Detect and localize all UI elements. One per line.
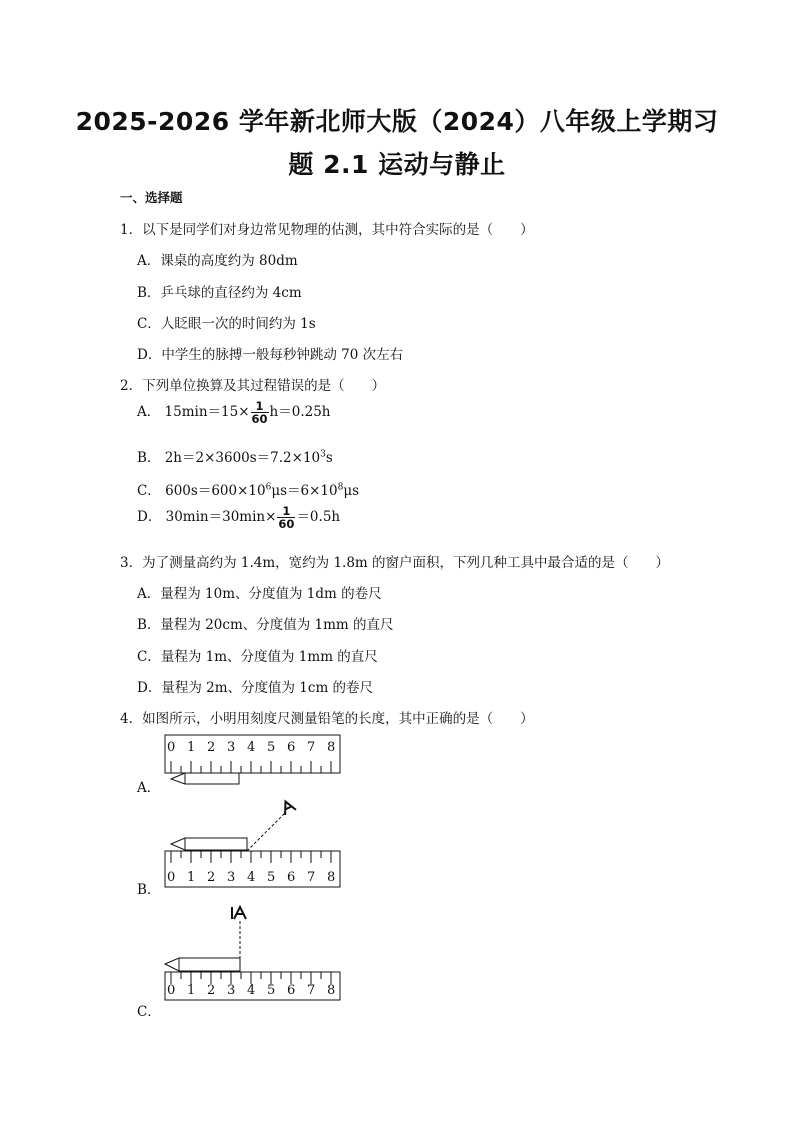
question-1-option-b: B．乒乓球的直径约为 4cm bbox=[137, 285, 302, 301]
figure-a-ruler-diagram bbox=[155, 732, 355, 792]
question-3-stem: 3．为了测量高约为 1.4m，宽约为 1.8m 的窗户面积，下列几种工具中最合适的是（ ） bbox=[120, 555, 670, 571]
question-1-option-a: A．课桌的高度约为 80dm bbox=[137, 253, 298, 269]
ruler bbox=[165, 972, 340, 1000]
ruler-number: 3 bbox=[227, 870, 236, 885]
fraction-numerator: 1 bbox=[251, 400, 269, 413]
ruler bbox=[165, 735, 340, 773]
question-2-option-d bbox=[137, 505, 340, 530]
question-2-option-a bbox=[137, 400, 331, 425]
ruler bbox=[165, 851, 340, 887]
pencil bbox=[165, 958, 240, 971]
sight-line bbox=[247, 813, 285, 851]
ruler-number: 2 bbox=[207, 870, 216, 885]
question-4-stem: 4．如图所示，小明用刻度尺测量铅笔的长度，其中正确的是（ ） bbox=[120, 711, 534, 727]
ruler-number: 1 bbox=[187, 740, 196, 755]
question-3-option-c: C．量程为 1m、分度值为 1mm 的直尺 bbox=[137, 649, 378, 665]
fraction bbox=[251, 400, 269, 425]
fraction-denominator: 60 bbox=[278, 517, 295, 531]
pencil bbox=[171, 838, 247, 850]
figure-c-ruler-diagram bbox=[155, 903, 355, 1003]
question-1-option-c: C．人眨眼一次的时间约为 1s bbox=[137, 316, 316, 332]
ruler-number: 4 bbox=[247, 983, 256, 998]
ruler-number: 7 bbox=[307, 983, 316, 998]
ruler-number: 5 bbox=[267, 870, 276, 885]
ruler-number: 2 bbox=[207, 740, 216, 755]
ruler-number: 1 bbox=[187, 870, 196, 885]
ruler-number: 7 bbox=[307, 740, 316, 755]
section-heading: 一、选择题 bbox=[120, 190, 183, 205]
question-3-option-a: A．量程为 10m、分度值为 1dm 的卷尺 bbox=[137, 586, 382, 602]
eye-icon bbox=[280, 799, 296, 815]
ruler-number: 8 bbox=[327, 983, 336, 998]
option-c-middle: μs＝6×10 bbox=[271, 483, 338, 499]
question-2-stem: 2．下列单位换算及其过程错误的是（ ） bbox=[120, 378, 386, 394]
ruler-number: 1 bbox=[187, 983, 196, 998]
exponent: 3 bbox=[320, 449, 326, 460]
option-d-suffix: ＝0.5h bbox=[296, 509, 341, 525]
ruler-number: 6 bbox=[287, 870, 296, 885]
question-1-option-d: D．中学生的脉搏一般每秒钟跳动 70 次左右 bbox=[137, 347, 404, 363]
eye-icon bbox=[232, 907, 246, 919]
ruler-number: 8 bbox=[327, 870, 336, 885]
option-c-prefix: C． 600s＝600×10 bbox=[137, 483, 266, 499]
ruler-number: 5 bbox=[267, 740, 276, 755]
page-title-line2: 题 2.1 运动与静止 bbox=[288, 150, 506, 179]
ruler-number: 0 bbox=[167, 740, 176, 755]
option-c-suffix: μs bbox=[343, 483, 360, 499]
figure-c-label: C． bbox=[137, 1004, 161, 1020]
exponent: 8 bbox=[337, 482, 344, 493]
exponent: 6 bbox=[265, 482, 272, 493]
fraction-numerator: 1 bbox=[277, 505, 295, 518]
question-1-stem: 1．以下是同学们对身边常见物理的估测，其中符合实际的是（ ） bbox=[120, 222, 534, 238]
ruler-number: 5 bbox=[267, 983, 276, 998]
ruler-number: 0 bbox=[167, 983, 176, 998]
ruler-number: 4 bbox=[247, 740, 256, 755]
fraction bbox=[277, 505, 295, 530]
ruler-number: 7 bbox=[307, 870, 316, 885]
fraction-denominator: 60 bbox=[251, 412, 268, 426]
ruler-number: 3 bbox=[227, 740, 236, 755]
ruler-number: 0 bbox=[167, 870, 176, 885]
figure-b-ruler-diagram bbox=[155, 795, 355, 890]
question-3-option-b: B．量程为 20cm、分度值为 1mm 的直尺 bbox=[137, 617, 394, 633]
option-b-prefix: B． 2h＝2×3600s＝7.2×10 bbox=[137, 450, 321, 466]
ruler-number: 4 bbox=[247, 870, 256, 885]
ruler-number: 6 bbox=[287, 983, 296, 998]
option-b-suffix: s bbox=[325, 450, 333, 466]
pencil bbox=[171, 773, 239, 784]
question-3-option-d: D．量程为 2m、分度值为 1cm 的卷尺 bbox=[137, 680, 374, 696]
ruler-number: 6 bbox=[287, 740, 296, 755]
ruler-number: 2 bbox=[207, 983, 216, 998]
figure-b-label: B． bbox=[137, 882, 161, 898]
ruler-number: 3 bbox=[227, 983, 236, 998]
question-2-option-b bbox=[137, 446, 333, 466]
option-a-suffix: h＝0.25h bbox=[269, 404, 331, 420]
figure-a-label: A． bbox=[137, 780, 161, 796]
option-d-prefix: D． 30min＝30min× bbox=[137, 509, 277, 525]
page-title-line1: 2025-2026 学年新北师大版（2024）八年级上学期习 bbox=[75, 107, 719, 136]
ruler-number: 8 bbox=[327, 740, 336, 755]
question-2-option-c bbox=[137, 479, 359, 499]
option-a-prefix: A． 15min＝15× bbox=[137, 404, 250, 420]
